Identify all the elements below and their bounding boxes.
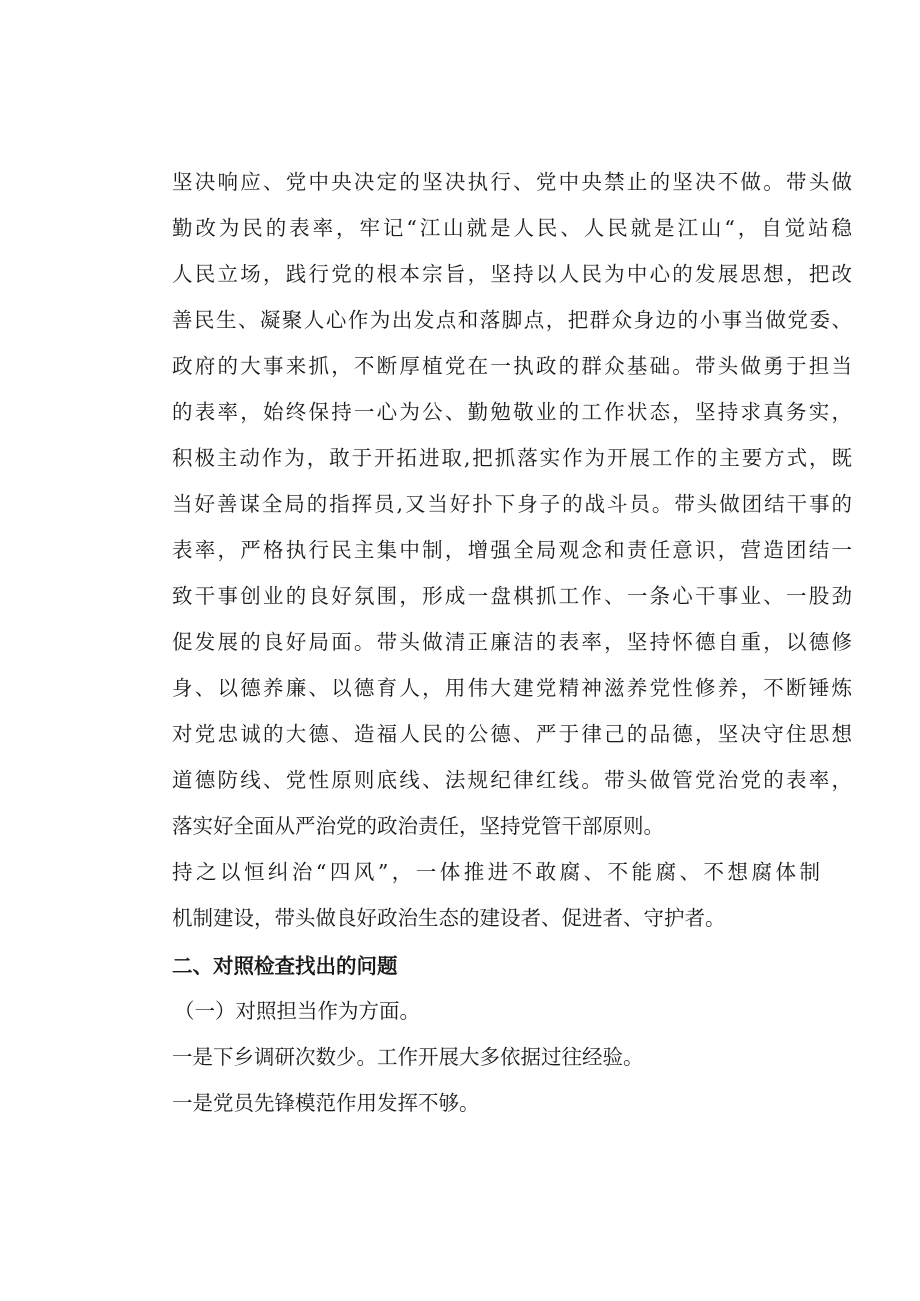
paragraph1-line-5: 政府的大事来抓，不断厚植党在一执政的群众基础。带头做勇于担当 — [172, 354, 852, 378]
list-item-1: 一是下乡调研次数少。工作开展大多依据过往经验。 — [172, 1045, 644, 1069]
paragraph1-line-9: 表率，严格执行民主集中制，增强全局观念和责任意识，营造团结一 — [172, 538, 852, 562]
paragraph1-line-14: 道德防线、党性原则底线、法规纪律红线。带头做管党治党的表率， — [172, 768, 852, 792]
paragraph1-line-8: 当好善谋全局的指挥员,又当好扑下身子的战斗员。带头做团结干事的 — [172, 492, 852, 516]
paragraph1-line-3: 人民立场，践行党的根本宗旨，坚持以人民为中心的发展思想，把改 — [172, 262, 852, 286]
section-heading: 二、对照检查找出的问题 — [172, 954, 398, 978]
paragraph1-line-13: 对党忠诚的大德、造福人民的公德、严于律己的品德，坚决守住思想 — [172, 722, 852, 746]
paragraph1-line-6: 的表率，始终保持一心为公、勤勉敬业的工作状态，坚持求真务实， — [172, 400, 852, 424]
paragraph1-line-12: 身、以德养廉、以德育人，用伟大建党精神滋养党性修养，不断锤炼 — [172, 676, 852, 700]
list-item-2: 一是党员先锋模范作用发挥不够。 — [172, 1091, 480, 1115]
paragraph1-line-4: 善民生、凝聚人心作为出发点和落脚点，把群众身边的小事当做党委、 — [172, 308, 852, 332]
paragraph1-line-15: 落实好全面从严治党的政治责任，坚持党管干部原则。 — [172, 814, 664, 838]
paragraph2-line-2: 机制建设，带头做良好政治生态的建设者、促进者、守护者。 — [172, 906, 726, 930]
paragraph2-line-1: 持之以恒纠治“四风”，一体推进不敢腐、不能腐、不想腐体制 — [172, 860, 820, 884]
paragraph1-line-7: 积极主动作为，敢于开拓进取,把抓落实作为开展工作的主要方式，既 — [172, 446, 852, 470]
paragraph1-line-10: 致干事创业的良好氛围，形成一盘棋抓工作、一条心干事业、一股劲 — [172, 584, 852, 608]
paragraph1-line-11: 促发展的良好局面。带头做清正廉洁的表率，坚持怀德自重，以德修 — [172, 630, 852, 654]
subsection-title: （一）对照担当作为方面。 — [174, 999, 420, 1023]
paragraph1-line-1: 坚决响应、党中央决定的坚决执行、党中央禁止的坚决不做。带头做 — [172, 170, 852, 194]
paragraph1-line-2: 勤改为民的表率，牢记“江山就是人民、人民就是江山“，自觉站稳 — [172, 216, 852, 240]
